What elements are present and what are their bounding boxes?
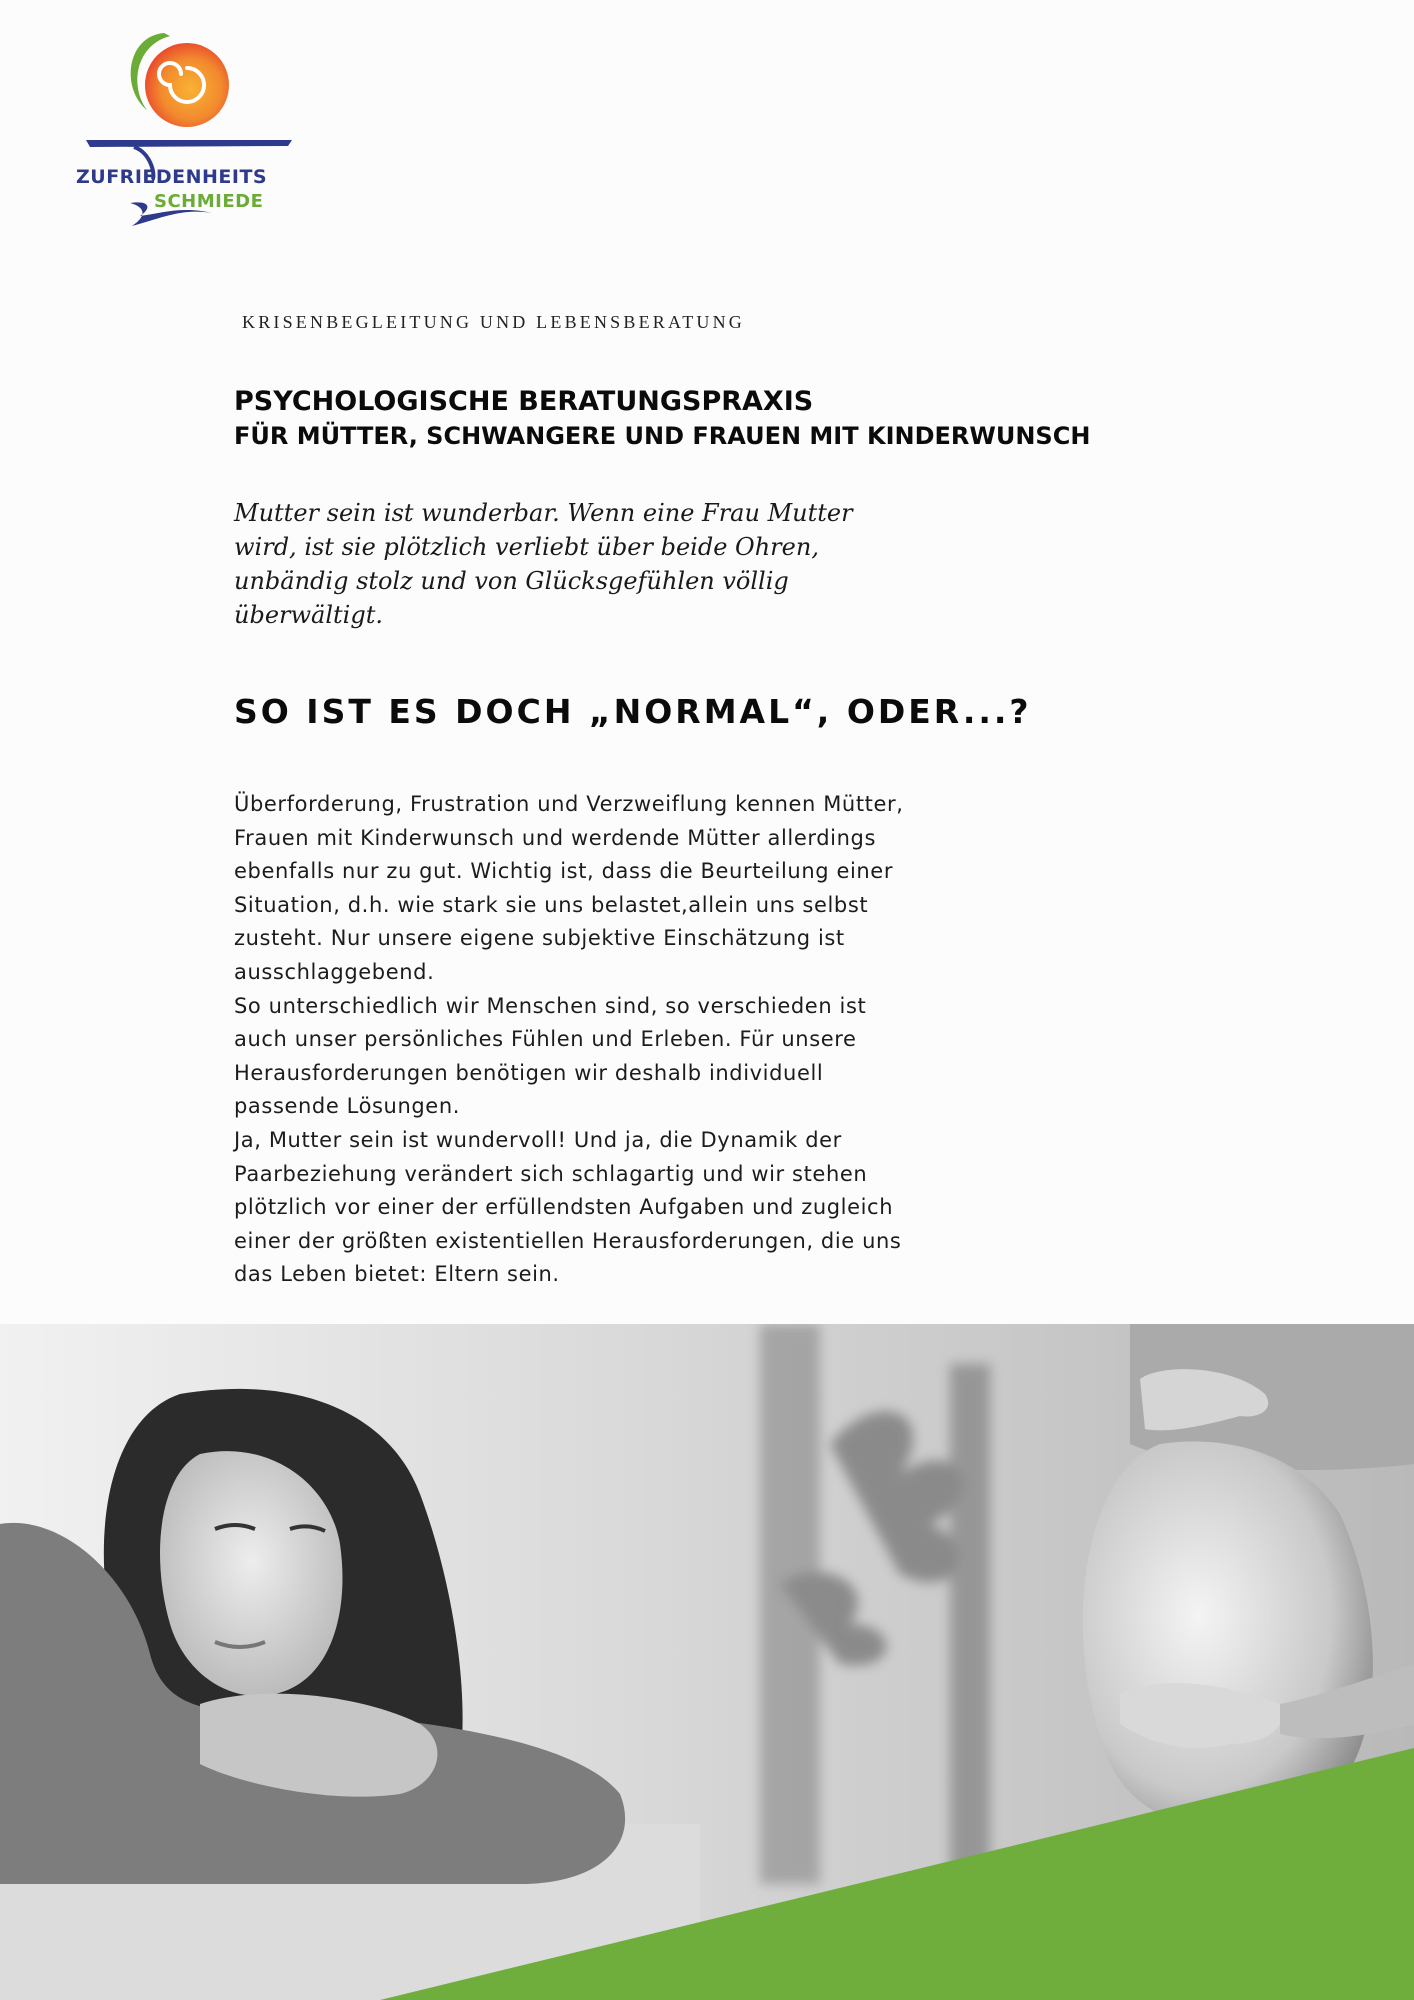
body-line: Paarbeziehung verändert sich schlagartig und wir stehen (234, 1161, 868, 1186)
body-line: Situation, d.h. wie stark sie uns belastet,allein uns selbst (234, 892, 869, 917)
body-line: Überforderung, Frustration und Verzweiflung kennen Mütter, (234, 792, 904, 816)
body-line: einer der größten existentiellen Herausforderungen, die uns (234, 1228, 902, 1253)
photo-banner (0, 1324, 1414, 2000)
page-subtitle: FÜR MÜTTER, SCHWANGERE UND FRAUEN MIT KINDERWUNSCH (234, 422, 1091, 450)
body-line: Herausforderungen benötigen wir deshalb individuell (234, 1060, 824, 1085)
body-line: das Leben bietet: Eltern sein. (234, 1262, 560, 1287)
page-title: PSYCHOLOGISCHE BERATUNGSPRAXIS (234, 386, 814, 417)
kicker-subtitle: KRISENBEGLEITUNG UND LEBENSBERATUNG (242, 312, 745, 332)
intro-quote (234, 496, 954, 632)
body-line: So unterschiedlich wir Menschen sind, so verschieden ist (234, 993, 867, 1018)
quote-line: unbändig stolz und von Glücksgefühlen völlig (234, 567, 789, 595)
section-headline: SO IST ES DOCH „NORMAL“, ODER...? (234, 692, 1032, 731)
quote-line: Mutter sein ist wunderbar. Wenn eine Frau Mutter (234, 499, 853, 527)
body-line: Ja, Mutter sein ist wundervoll! Und ja, die Dynamik der (234, 1127, 842, 1152)
body-line: ebenfalls nur zu gut. Wichtig ist, dass die Beurteilung einer (234, 859, 894, 884)
quote-line: wird, ist sie plötzlich verliebt über beide Ohren, (234, 533, 819, 561)
body-line: plötzlich vor einer der erfüllendsten Aufgaben und zugleich (234, 1195, 894, 1220)
logo-text-zufriedenheits: ZUFRIEDENHEITS (76, 166, 268, 188)
quote-line: überwältigt. (234, 601, 383, 629)
logo-text-schmiede: SCHMIEDE (154, 191, 264, 212)
body-line: Frauen mit Kinderwunsch und werdende Mütter allerdings (234, 825, 876, 850)
body-paragraph (234, 788, 994, 1292)
body-line: passende Lösungen. (234, 1094, 461, 1119)
body-line: auch unser persönliches Fühlen und Erleben. Für unsere (234, 1027, 857, 1052)
body-line: zusteht. Nur unsere eigene subjektive Einschätzung ist (234, 926, 845, 951)
body-line: ausschlaggebend. (234, 959, 435, 984)
logo-icon (72, 28, 302, 258)
